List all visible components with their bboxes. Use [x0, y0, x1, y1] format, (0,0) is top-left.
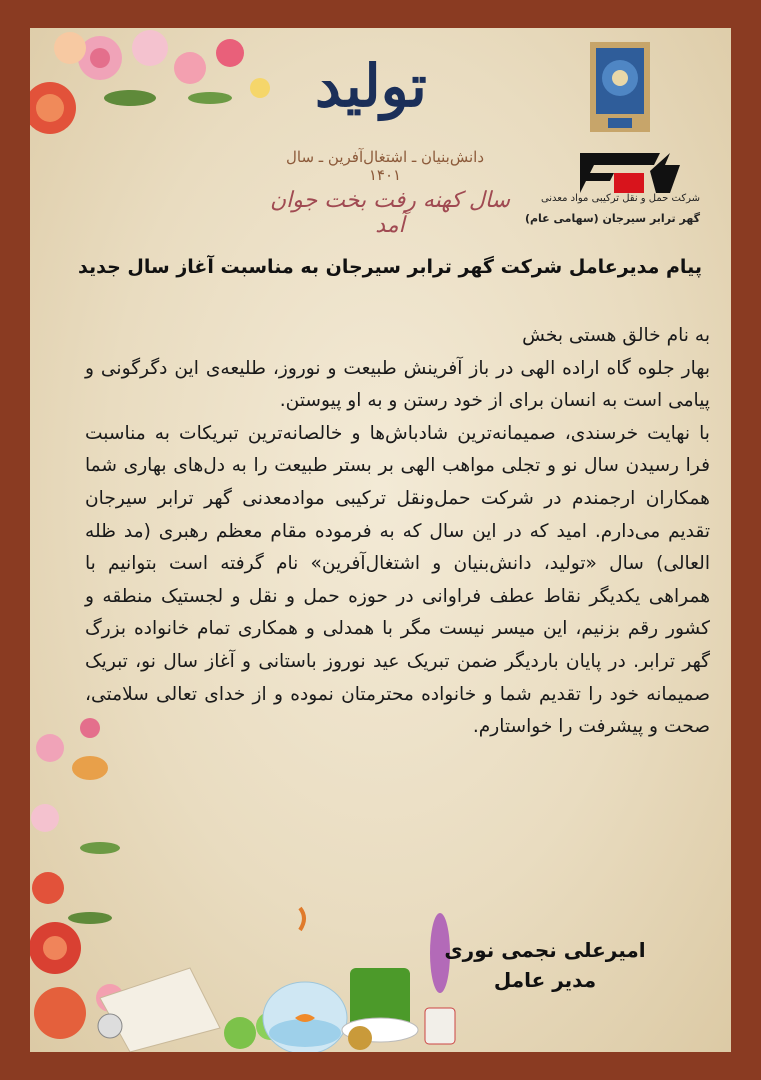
message-body [85, 320, 710, 744]
message-paragraph: بهار جلوه گاه اراده الهی در باز آفرینش طبیعت و نوروز، طلیعه‌ی این دگرگونی و پیامی است به انسان برای از خود رستن و به او پیوستن. [85, 357, 710, 412]
message-paragraph: به نام خالق هستی بخش [522, 325, 710, 346]
signer-title: مدیر عامل [493, 968, 597, 992]
islamic-tile-ornament [590, 42, 650, 132]
main-title: تولید [315, 52, 427, 120]
floral-corner-top-left [30, 28, 290, 168]
slogan-small: دانش‌بنیان ـ اشتغال‌آفرین ـ سال ۱۴۰۱ [285, 148, 485, 184]
paper-background [30, 28, 731, 1052]
company-name-line1: شرکت حمل و نقل ترکیبی مواد معدنی [540, 193, 700, 204]
title-calligraphy [260, 38, 560, 253]
message-paragraph: با نهایت خرسندی، صمیمانه‌ترین شادباش‌ها و خالصانه‌ترین تبریکات به مناسبت فرا رسیدن سال نو و تجلی مواهب الهی بر بستر طبیعت را به دل‌های بهاری شما همکاران ارجمندم در شرکت حمل‌ونقل ترکیبی موادمعدنی گهر ترابر سیرجان تقدیم می‌دارم. امید که در این سال که به فرموده مقام معظم رهبری (مد ظله العالی) سال «تولید، دانش‌بنیان و اشتغال‌آفرین» نام گرفته است بتوانیم با همراهی یکدیگر نقاط عطف فراوانی در حوزه حمل و نقل و لجستیک منطقه و کشور رقم بزنیم، این میسر نیست مگر با همدلی و همکاری تمام خانواده بزرگ گهر ترابر. در پایان باردیگر ضمن تبریک عید نوروز باستانی و آغاز سال نو، تبریک صمیمانه خود را تقدیم شما و خانواده محترمتان نموده و از خدای تعالی سلامتی، صحت و پیشرفت را خواستارم. [85, 422, 710, 738]
signature-block [410, 938, 680, 992]
signer-name: امیرعلی نجمی نوری [444, 938, 646, 962]
slogan-calligraphy: سال کهنه رفت بخت جوان آمد [269, 188, 511, 238]
message-heading: پیام مدیرعامل شرکت گهر ترابر سیرجان به مناسبت آغاز سال جدید [78, 256, 702, 278]
company-name-line2: گهر ترابر سیرجان (سهامی عام) [524, 212, 700, 225]
